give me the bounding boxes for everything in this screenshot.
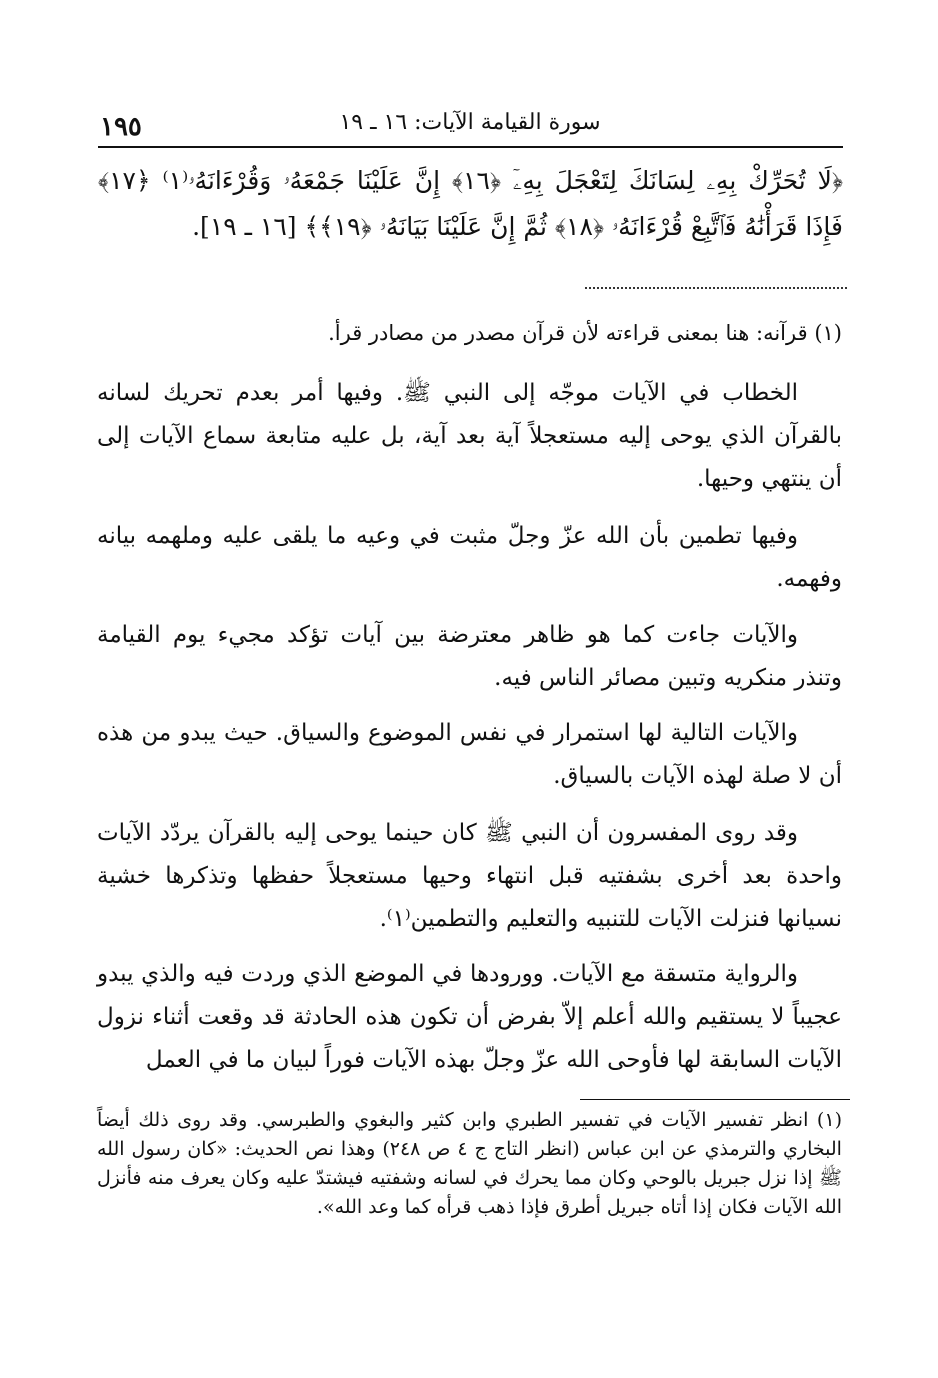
page-number: ١٩٥ — [100, 112, 142, 142]
footnote: (١) انظر تفسير الآيات في تفسير الطبري وابن كثير والبغوي والطبرسي. وقد روى ذلك أيضاً البخاري والترمذي عن ابن عباس (انظر التاج ج ٤ ص ٢٤٨) وهذا نص الحديث: «كان رسول الله ﷺ إذا نزل جبريل بالوحي وكان مما يحرك في لسانه وشفتيه فيشتدّ عليه وكان يعرف منه فأنزل الله الآيات فكان إذا أتاه جبريل أطرق فإذا ذهب قرأه كما وعد الله». — [97, 1109, 842, 1218]
body-paragraph: الخطاب في الآيات موجّه إلى النبي ﷺ. وفيها أمر بعدم تحريك لسانه بالقرآن الذي يوحى إليه مستعجلاً آية بعد آية، بل عليه متابعة سماع الآيات إلى أن ينتهي وحيها. — [97, 380, 842, 492]
quran-verse: ﴿لَا تُحَرِّكْ بِهِۦ لِسَانَكَ لِتَعْجَلَ بِهِۦٓ ﴿١٦﴾ إِنَّ عَلَيْنَا جَمْعَهُۥ وَقُرْءَانَهُۥ⁽١⁾ ﴿١٧﴾ فَإِذَا قَرَأْنَٰهُ فَٱتَّبِعْ قُرْءَانَهُۥ ﴿١٨﴾ ثُمَّ إِنَّ عَلَيْنَا بَيَانَهُۥ ﴿١٩﴾﴾ [١٦ ـ ١٩]. — [98, 166, 843, 241]
body-paragraph: وقد روى المفسرون أن النبي ﷺ كان حينما يوحى إليه بالقرآن يردّد الآيات واحدة بعد أخرى بشفتيه قبل انتهاء وحيها مستعجلاً حفظها وتذكرها خشية نسيانها فنزلت الآيات للتنبيه والتعليم والتطمين⁽١⁾. — [97, 820, 842, 932]
header-rule — [98, 146, 843, 148]
verse-gloss-note: (١) قرآنه: هنا بمعنى قراءته لأن قرآن مصدر من مصادر قرأ. — [328, 321, 842, 345]
footnote-rule — [580, 1099, 850, 1100]
body-paragraph: والآيات جاءت كما هو ظاهر معترضة بين آيات تؤكد مجيء يوم القيامة وتنذر منكريه وتبين مصائر الناس فيه. — [97, 622, 842, 691]
body-paragraph: وفيها تطمين بأن الله عزّ وجلّ مثبت في وعيه ما يلقى عليه وملهمه بيانه وفهمه. — [97, 523, 842, 592]
running-title: سورة القيامة الآيات: ١٦ ـ ١٩ — [339, 110, 601, 135]
body-paragraph: والآيات التالية لها استمرار في نفس الموضوع والسياق. حيث يبدو من هذه أن لا صلة لهذه الآيات بالسياق. — [97, 720, 842, 789]
verse-separator — [585, 287, 847, 289]
body-paragraph: والرواية متسقة مع الآيات. وورودها في الموضع الذي وردت فيه والذي يبدو عجيباً لا يستقيم والله أعلم إلاّ بفرض أن تكون هذه الحادثة قد وقعت أثناء نزول الآيات السابقة لها فأوحى الله عزّ وجلّ بهذه الآيات فوراً لبيان ما في العمل — [97, 961, 842, 1073]
